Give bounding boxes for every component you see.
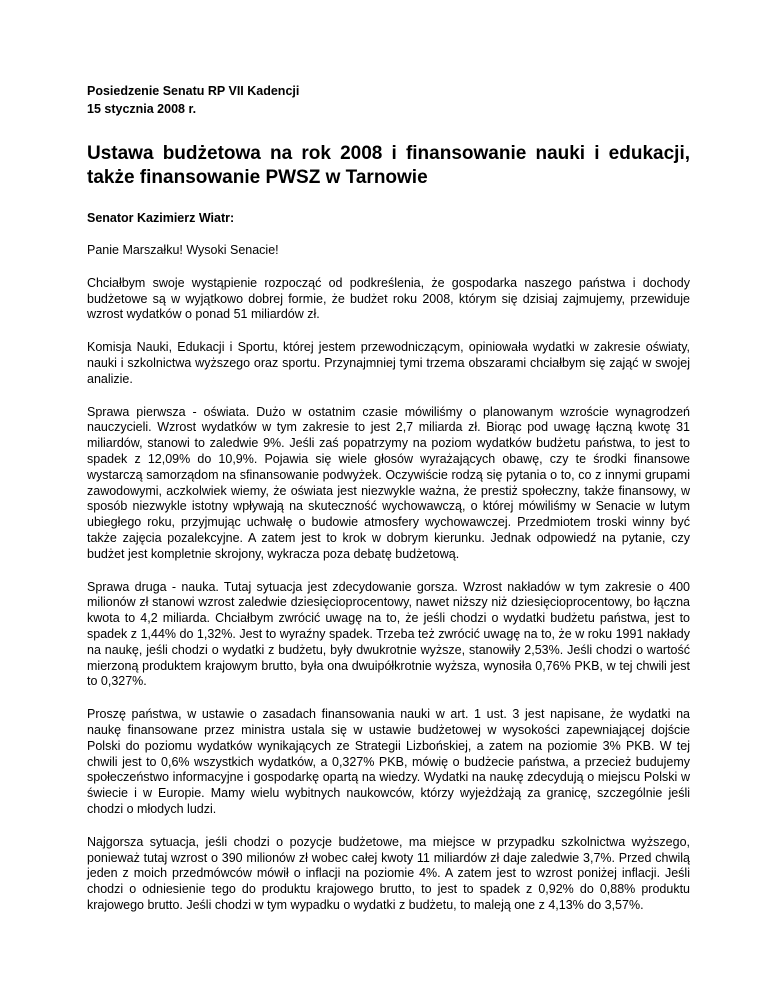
- paragraph-higher-education: Najgorsza sytuacja, jeśli chodzi o pozycje budżetowe, ma miejsce w przypadku szkolnictwa wyższego, ponieważ tutaj wzrost o 390 milionów zł wobec całej kwoty 11 miliardów zł daje zaledwie 3,7%. Przed chwilą jeden z moich przedmówców mówił o inflacji na poziomie 4%. A zatem jest to wzrost poniżej inflacji. Jeśli chodzi o odniesienie tego do produktu krajowego brutto, to jest to spadek z 0,92% do 0,88% produktu krajowego brutto. Jeśli chodzi w tym wypadku o wydatki z budżetu, to maleją one z 4,13% do 3,57%.: [87, 834, 690, 912]
- paragraph-introduction: Chciałbym swoje wystąpienie rozpocząć od podkreślenia, że gospodarka naszego państwa i dochody budżetowe są w wyjątkowo dobrej formie, że budżet roku 2008, którym się dzisiaj zajmujemy, przewiduje wzrost wydatków o ponad 51 miliardów zł.: [87, 275, 690, 322]
- paragraph-greeting: Panie Marszałku! Wysoki Senacie!: [87, 243, 279, 257]
- document-title: Ustawa budżetowa na rok 2008 i finansowanie nauki i edukacji, także finansowanie PWSZ w Tarnowie: [87, 143, 690, 188]
- paragraph-committee: Komisja Nauki, Edukacji i Sportu, której jestem przewodniczącym, opiniowała wydatki w zakresie oświaty, nauki i szkolnictwa wyższego oraz sportu. Przynajmniej tymi trzema obszarami chciałbym się zająć w swojej analizie.: [87, 340, 690, 386]
- paragraph-lisbon-strategy: Proszę państwa, w ustawie o zasadach finansowania nauki w art. 1 ust. 3 jest napisane, że wydatki na naukę finansowane przez ministra ustala się w ustawie budżetowej w wysokości zapewniającej dojście Polski do poziomu wydatków wynikających ze Strategii Lizbońskiej, a zatem na poziomie 3% PKB. W tej chwili jest to 0,6% wszystkich wydatków, a 0,327% PKB, mówię o budżecie państwa, a przecież budujemy społeczeństwo informacyjne i gospodarkę opartą na wiedzy. Wydatki na naukę zdecydują o miejscu Polski w świecie i w Europie. Mamy wielu wybitnych naukowców, którzy wyjeżdżają za granicę, szczególnie jeśli chodzi o młodych ludzi.: [87, 707, 690, 816]
- speaker-name: Senator Kazimierz Wiatr:: [87, 211, 235, 225]
- session-date: 15 stycznia 2008 r.: [87, 102, 197, 116]
- paragraph-science: Sprawa druga - nauka. Tutaj sytuacja jest zdecydowanie gorsza. Wzrost nakładów w tym zakresie o 400 milionów zł stanowi wzrost zaledwie dziesięcioprocentowy, nawet niższy niż dziesięcioprocentowy, bo łączna kwota to 4,2 miliarda. Chciałbym zwrócić uwagę na to, że jeśli chodzi o wydatki budżetu państwa, jest to spadek z 1,44% do 1,32%. Jest to wyraźny spadek. Trzeba też zwrócić uwagę na to, że w roku 1991 nakłady na naukę, jeśli chodzi o wydatki z budżetu, były dwukrotnie wyższe, stanowiły 2,53%. Jeśli chodzi o wartość mierzoną produktem krajowym brutto, była ona dwuipółkrotnie wyższa, wynosiła 0,76% PKB, w tej chwili jest to 0,327%.: [87, 579, 690, 689]
- paragraph-education: Sprawa pierwsza - oświata. Dużo w ostatnim czasie mówiliśmy o planowanym wzroście wynagrodzeń nauczycieli. Wzrost wydatków w tym zakresie to jest 2,7 miliarda zł. Biorąc pod uwagę łączną kwotę 31 miliardów, stanowi to zaledwie 9%. Jeśli zaś popatrzymy na poziom wydatków budżetu państwa, to jest to spadek z 12,09% do 10,9%. Pojawia się wiele głosów wyrażających obawę, czy te środki finansowe wystarczą samorządom na sfinansowanie podwyżek. Oczywiście rodzą się pytania o to, co z innymi grupami zawodowymi, aczkolwiek wiemy, że oświata jest niezwykle ważna, że prestiż społeczny, także finansowy, w sposób niezwykle istotny wpływają na skuteczność wychowawczą, o której mówiliśmy w Senacie w lutym ubiegłego roku, przyjmując uchwałę o budowie atmosfery wychowawczej. Przedmiotem troski winny być także zajęcia pozalekcyjne. A zatem jest to krok w dobrym kierunku. Jednak odpowiedź na pytanie, czy budżet jest kompletnie skrojony, wykracza poza debatę budżetową.: [87, 404, 690, 561]
- session-header: Posiedzenie Senatu RP VII Kadencji: [87, 84, 300, 98]
- document-page: [87, 82, 690, 914]
